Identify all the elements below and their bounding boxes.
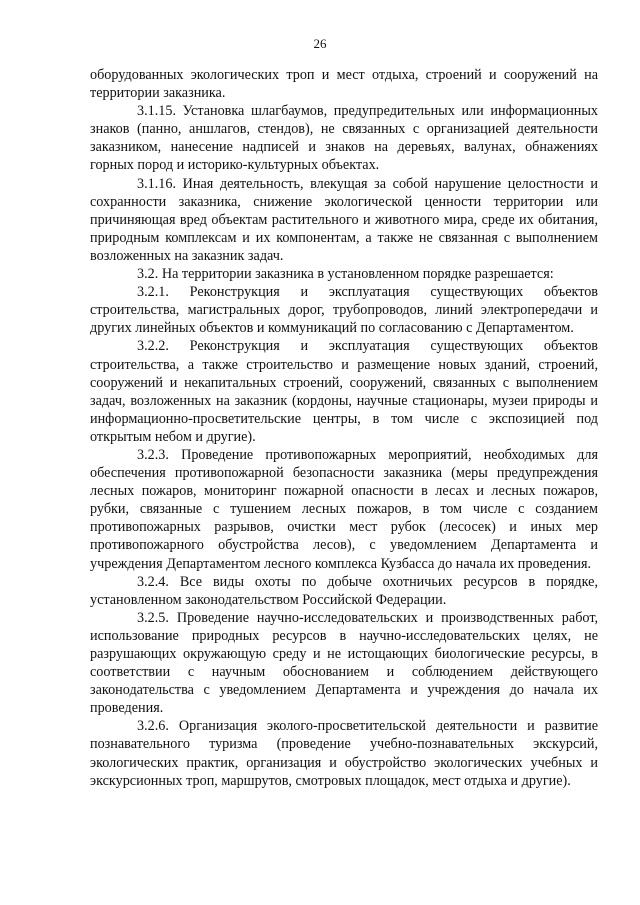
paragraph-3-2-4: 3.2.4. Все виды охоты по добыче охотничьих ресурсов в порядке, установленном законодательством Российской Федерации. — [90, 573, 598, 608]
paragraph-3-2-6: 3.2.6. Организация эколого-просветительской деятельности и развитие познавательного туризма (проведение учебно-познавательных экскурсий, экологических практик, организация и обустройство экологических учебных и экскурсионных троп, маршрутов, смотровых площадок, мест отдыха и другие). — [90, 718, 598, 789]
paragraph-3-2-2: 3.2.2. Реконструкция и эксплуатация существующих объектов строительства, а также строительство и размещение новых зданий, строений, сооружений и некапитальных строений, сооружений, связанных с выполнением задач, возложенных на заказник (кордоны, научные стационары, музеи природы и информационно-просветительские центры, в том числе с экспозицией под открытым небом и другие). — [90, 338, 598, 445]
paragraph-3-2-3: 3.2.3. Проведение противопожарных мероприятий, необходимых для обеспечения противопожарной безопасности заказника (меры предупреждения лесных пожаров, мониторинг пожарной опасности в лесах и лесных пожаров, рубки, связанные с тушением лесных пожаров, в том числе с созданием противопожарных разрывов, очистки мест рубок (лесосек) и иных мер противопожарного обустройства лесов), с уведомлением Департамента и учреждения Департаментом лесного комплекса Кузбасса до начала их проведения. — [90, 446, 598, 572]
document-body — [90, 66, 598, 790]
paragraph-3-2: 3.2. На территории заказника в установленном порядке разрешается: — [137, 266, 554, 283]
paragraph-3-2-1: 3.2.1. Реконструкция и эксплуатация существующих объектов строительства, магистральных дорог, трубопроводов, линий электропередачи и других линейных объектов и коммуникаций по согласованию с Департаментом. — [90, 284, 598, 337]
paragraph-3-1-16: 3.1.16. Иная деятельность, влекущая за собой нарушение целостности и сохранности заказника, снижение экологической ценности территории или причиняющая вред объектам растительного и животного мира, среде их обитания, природным комплексам и их компонентам, а также не связанная с выполнением возложенных на заказник задач. — [90, 175, 598, 264]
paragraph-continuation: оборудованных экологических троп и мест отдыха, строений и сооружений на территории заказника. — [90, 67, 598, 102]
page-number: 26 — [313, 36, 327, 51]
paragraph-3-2-5: 3.2.5. Проведение научно-исследовательских и производственных работ, использование природных ресурсов в научно-исследовательских целях, не разрушающих окружающую среду и не истощающих биологические ресурсы, в соответствии с научным обоснованием и соблюдением действующего законодательства с уведомлением Департамента и учреждения до начала их проведения. — [90, 609, 598, 717]
paragraph-3-1-15: 3.1.15. Установка шлагбаумов, предупредительных или информационных знаков (панно, аншлагов, стендов), не связанных с организацией деятельности заказником, нанесение надписей и знаков на деревьях, валунах, обнажениях горных пород и историко-культурных объектах. — [90, 103, 598, 174]
